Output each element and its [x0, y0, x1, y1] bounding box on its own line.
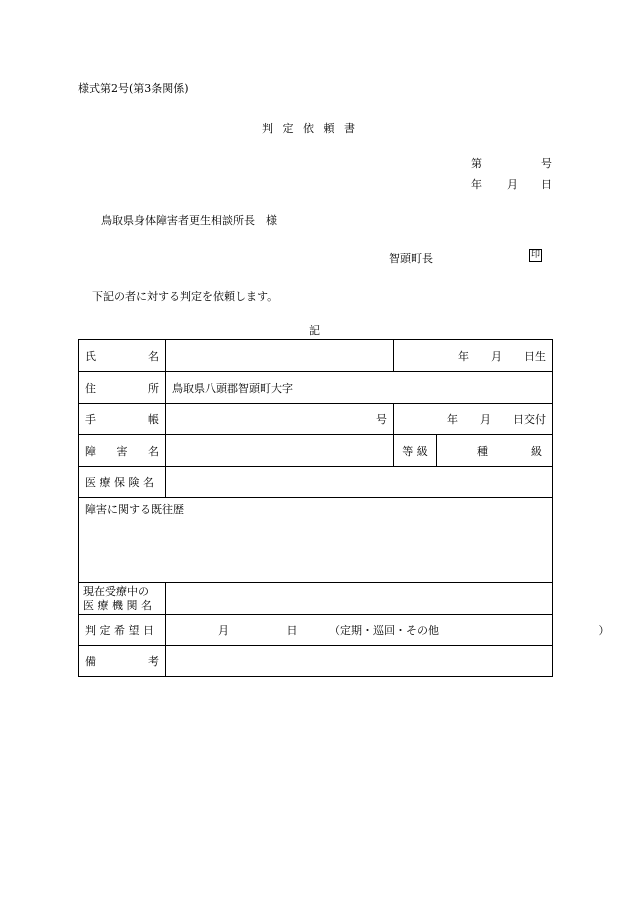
sender-name: 智頭町長 [389, 252, 433, 265]
current-medical-label-line2: 医 療 機 関 名 [83, 598, 152, 612]
class-label: 級 [531, 444, 542, 458]
judgement-day: 日 [286, 624, 298, 637]
type-label: 種 [477, 444, 488, 458]
date-month: 月 [507, 178, 518, 191]
remarks-field[interactable] [166, 646, 553, 677]
row-disability [79, 435, 553, 467]
insurance-field[interactable] [166, 467, 553, 498]
techo-number-field[interactable] [166, 404, 394, 435]
ki-heading: 記 [309, 324, 320, 337]
birth-day: 日生 [524, 349, 546, 363]
name-label: 氏 名 [79, 340, 166, 372]
remarks-label: 備 考 [79, 646, 166, 677]
name-field[interactable] [166, 340, 394, 372]
row-history [79, 498, 553, 583]
grade-label: 等 級 [394, 435, 437, 467]
techo-go: 号 [376, 413, 387, 426]
judgement-date-field[interactable]: 月 日 （定期・巡回・その他 ） [166, 615, 553, 646]
addressee: 鳥取県身体障害者更生相談所長 様 [101, 214, 277, 227]
judgement-month: 月 [218, 624, 229, 637]
insurance-label: 医 療 保 険 名 [79, 467, 166, 498]
document-title: 判 定 依 頼 書 [262, 122, 358, 135]
judgement-date-label: 判 定 希 望 日 [79, 615, 166, 646]
seal-mark [529, 249, 542, 262]
seal-label: 印 [530, 250, 540, 260]
history-label: 障害に関する既往歴 [85, 503, 184, 516]
date-day: 日 [541, 178, 552, 191]
intro-text: 下記の者に対する判定を依頼します。 [92, 290, 279, 303]
row-name [79, 340, 553, 372]
history-field[interactable] [79, 498, 553, 583]
request-form-table [78, 339, 610, 677]
judgement-options: （定期・巡回・その他 [329, 624, 439, 637]
address-value: 鳥取県八頭郡智頭町大字 [172, 381, 293, 395]
address-label: 住 所 [79, 372, 166, 404]
issued-month: 月 [480, 413, 491, 426]
doc-number-suffix: 号 [541, 157, 552, 170]
birth-date-field[interactable] [394, 340, 553, 372]
techo-label: 手 帳 [79, 404, 166, 435]
issued-year: 年 [447, 413, 458, 426]
doc-number-prefix: 第 [471, 157, 482, 170]
current-medical-label-line1: 現在受療中の [83, 584, 149, 598]
row-insurance [79, 467, 553, 498]
date-year: 年 [471, 178, 482, 191]
row-remarks [79, 646, 553, 677]
row-current-medical [79, 583, 553, 615]
current-medical-field[interactable] [166, 583, 553, 615]
form-number: 様式第2号(第3条関係) [78, 82, 189, 95]
row-judgement-date [79, 615, 553, 646]
current-medical-label [79, 583, 166, 615]
issued-day: 日交付 [513, 413, 546, 426]
row-techo [79, 404, 553, 435]
disability-field[interactable] [166, 435, 394, 467]
birth-month: 月 [491, 349, 502, 363]
disability-label: 障 害 名 [79, 435, 166, 467]
techo-issued-field[interactable] [394, 404, 553, 435]
birth-year: 年 [458, 349, 469, 363]
grade-field[interactable] [437, 435, 553, 467]
address-field[interactable] [166, 372, 553, 404]
row-address [79, 372, 553, 404]
